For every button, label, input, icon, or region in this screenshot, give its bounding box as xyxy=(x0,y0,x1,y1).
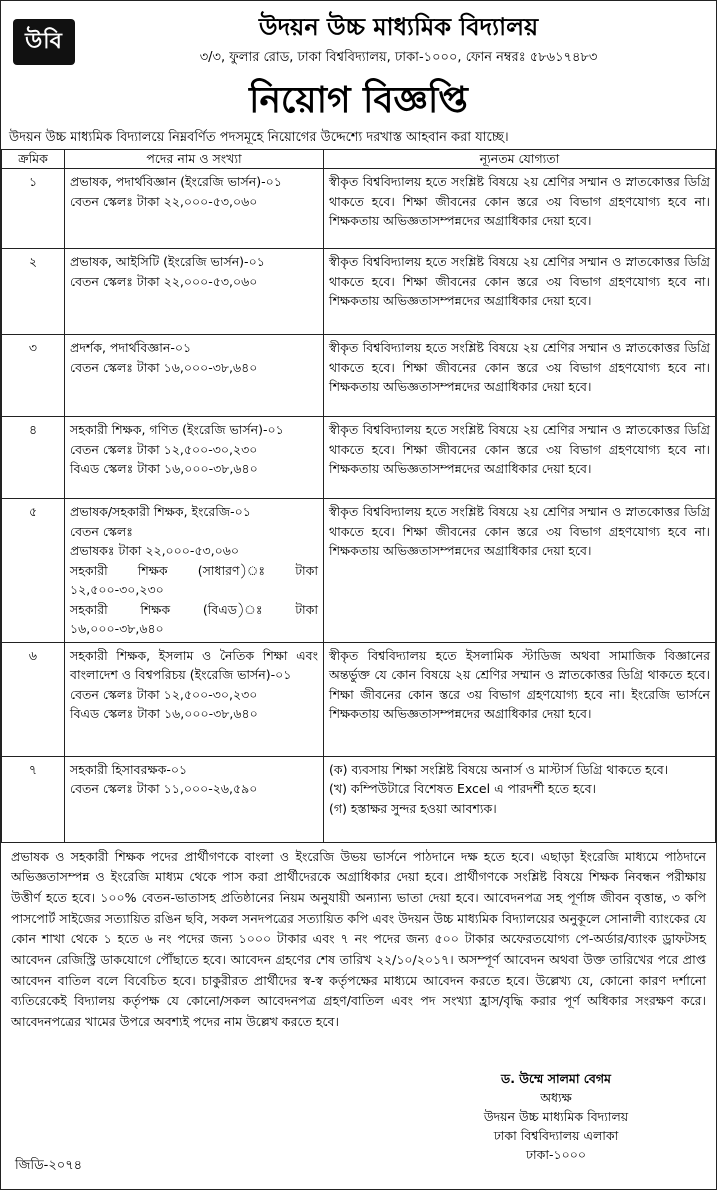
post-line: সহকারী শিক্ষক, ইসলাম ও নৈতিক শিক্ষা এবং বাংলাদেশ ও বিশ্বপরিচয় (ইংরেজি ভার্সন)-০১ xyxy=(70,647,318,682)
serial-cell: ৫ xyxy=(2,499,65,643)
post-cell xyxy=(65,249,324,335)
post-line: সহকারী হিসাবরক্ষক-০১ xyxy=(70,761,188,777)
requirement-line: (ক) ব্যবসায় শিক্ষা সংশ্লিষ্ট বিষয়ে অনার্স ও মাস্টার্স ডিগ্রি থাকতে হবে। xyxy=(329,761,669,777)
table-row xyxy=(2,417,716,499)
post-line: বেতন স্কেলঃ টাকা ১৬,০০০-৩৮,৬৪০ xyxy=(70,359,258,375)
notice-title: নিয়োগ বিজ্ঞপ্তি xyxy=(249,80,468,121)
serial-cell: ৪ xyxy=(2,417,65,499)
requirement-cell: স্বীকৃত বিশ্ববিদ্যালয় হতে ইসলামিক স্টাডিজ অথবা সামাজিক বিজ্ঞানের অন্তর্ভুক্ত যে কোন বিষয়ে ২য় শ্রেণির সম্মান ও স্নাতকোত্তর ডিগ্রি থাকতে হবে। শিক্ষা জীবনের কোন স্তরে ৩য় বিভাগ গ্রহণযোগ্য হবে না। ইংরেজি ভার্সনে শিক্ষকতায় অভিজ্ঞতাসম্পন্নদের অগ্রাধিকার দেয়া হবে। xyxy=(324,642,716,756)
post-line: প্রভাষক, পদার্থবিজ্ঞান (ইংরেজি ভার্সন)-০১ xyxy=(70,174,282,189)
post-line: প্রভাষকঃ টাকা ২২,০০০-৫৩,০৬০ xyxy=(70,543,240,558)
post-cell xyxy=(65,169,324,249)
post-line: বেতন স্কেলঃ xyxy=(70,523,133,539)
post-line: বেতন স্কেলঃ টাকা ১২,৫০০-৩০,২৩০ xyxy=(70,441,258,457)
requirement-cell: স্বীকৃত বিশ্ববিদ্যালয় হতে সংশ্লিষ্ট বিষয়ে ২য় শ্রেণির সম্মান ও স্নাতকোত্তর ডিগ্রি থাকতে হবে। শিক্ষা জীবনের কোন স্তরে ৩য় বিভাগ গ্রহণযোগ্য হবে না। শিক্ষকতায় অভিজ্ঞতাসম্পন্নদের অগ্রাধিকার দেয়া হবে। xyxy=(324,417,716,499)
post-line: বিএড স্কেলঃ টাকা ১৬,০০০-৩৮,৬৪০ xyxy=(70,461,258,476)
post-line: প্রভাষক/সহকারী শিক্ষক, ইংরেজি-০১ xyxy=(70,504,251,519)
post-line: সহকারী শিক্ষক, গণিত (ইংরেজি ভার্সন)-০১ xyxy=(70,422,284,437)
signatory-area: ঢাকা বিশ্ববিদ্যালয় এলাকা xyxy=(493,1128,619,1143)
intro-text: উদয়ন উচ্চ মাধ্যমিক বিদ্যালয়ে নিম্নবর্ণিত পদসমূহে নিয়োগের উদ্দেশ্যে দরখাস্ত আহবান করা যাচ্ছে। xyxy=(9,130,509,145)
school-address: ৩/৩, ফুলার রোড, ঢাকা বিশ্ববিদ্যালয়, ঢাকা-১০০০, ফোন নম্বরঃ ৫৮৬১৭৪৮৩ xyxy=(199,50,598,65)
table-row xyxy=(2,249,716,335)
table-row xyxy=(2,169,716,249)
signature-block xyxy=(446,1069,666,1164)
signatory-institution: উদয়ন উচ্চ মাধ্যমিক বিদ্যালয় xyxy=(483,1109,629,1124)
requirement-cell: স্বীকৃত বিশ্ববিদ্যালয় হতে সংশ্লিষ্ট বিষয়ে ২য় শ্রেণির সম্মান ও স্নাতকোত্তর ডিগ্রি থাকতে হবে। শিক্ষা জীবনের কোন স্তরে ৩য় বিভাগ গ্রহণযোগ্য হবে না। শিক্ষকতায় অভিজ্ঞতাসম্পন্নদের অগ্রাধিকার দেয়া হবে। xyxy=(324,249,716,335)
post-cell xyxy=(65,499,324,643)
instructions-paragraph: প্রভাষক ও সহকারী শিক্ষক পদের প্রার্থীগণকে বাংলা ও ইংরেজি উভয় ভার্সনে পাঠদানে দক্ষ হতে হবে। এছাড়া ইংরেজি মাধ্যমে পাঠদানে অভিজ্ঞতাসম্পন্ন ও ইংরেজি মাধ্যম থেকে পাস করা প্রার্থীদেরকে অগ্রাধিকার দেয়া হবে। প্রার্থীগণকে সংশ্লিষ্ট বিষয়ে শিক্ষক নিবন্ধন পরীক্ষায় উত্তীর্ণ হতে হবে। ১০০% বেতন-ভাতাসহ প্রতিষ্ঠানের নিয়ম অনুযায়ী অন্যান্য ভাতা দেয়া হবে। আবেদনপত্র সহ পূর্ণাঙ্গ জীবন বৃত্তান্ত, ৩ কপি পাসপোর্ট সাইজের সত্যায়িত রঙিন ছবি, সকল সনদপত্রের সত্যায়িত কপি এবং উদয়ন উচ্চ মাধ্যমিক বিদ্যালয়ের অনুকূলে সোনালী ব্যাংকের যে কোন শাখা থেকে ১ হতে ৬ নং পদের জন্য ১০০০ টাকার এবং ৭ নং পদের জন্য ৫০০ টাকার অফেরতযোগ্য পে-অর্ডার/ব্যাংক ড্রাফটসহ আবেদন রেজিস্ট্রি ডাকযোগে পৌঁছাতে হবে। আবেদন গ্রহণের শেষ তারিখ ২২/১০/২০১৭। অসম্পূর্ণ আবেদন অথবা উক্ত তারিখের পরে প্রাপ্ত আবেদন বাতিল বলে বিবেচিত হবে। চাকুরীরত প্রার্থীদের স্ব-স্ব কর্তৃপক্ষের মাধ্যমে আবেদন করতে হবে। উল্লেখ্য যে, কোনো কারণ দর্শানো ব্যতিরেকেই বিদ্যালয় কর্তৃপক্ষ যে কোনো/সকল আবেদনপত্র গ্রহণ/বাতিল এবং পদ সংখ্যা হ্রাস/বৃদ্ধি করার পূর্ণ অধিকার সংরক্ষণ করে। আবেদনপত্রের খামের উপরে অবশ্যই পদের নাম উল্লেখ করতে হবে। xyxy=(11,848,706,1030)
requirement-line: (গ) হস্তাক্ষর সুন্দর হওয়া আবশ্যক। xyxy=(329,800,497,816)
requirement-cell: স্বীকৃত বিশ্ববিদ্যালয় হতে সংশ্লিষ্ট বিষয়ে ২য় শ্রেণির সম্মান ও স্নাতকোত্তর ডিগ্রি থাকতে হবে। শিক্ষা জীবনের কোন স্তরে ৩য় বিভাগ গ্রহণযোগ্য হবে না। শিক্ষকতায় অভিজ্ঞতাসম্পন্নদের অগ্রাধিকার দেয়া হবে। xyxy=(324,499,716,643)
header xyxy=(1,1,716,127)
table-header-row xyxy=(2,150,716,169)
gd-number: জিডি-২০৭৪ xyxy=(15,1158,83,1173)
post-line: বেতন স্কেলঃ টাকা ১২,৫০০-৩০,২৩০ xyxy=(70,686,258,702)
serial-cell: ১ xyxy=(2,169,65,249)
requirement-cell xyxy=(324,756,716,842)
requirement-cell: স্বীকৃত বিশ্ববিদ্যালয় হতে সংশ্লিষ্ট বিষয়ে ২য় শ্রেণির সম্মান ও স্নাতকোত্তর ডিগ্রি থাকতে হবে। শিক্ষা জীবনের কোন স্তরে ৩য় বিভাগ গ্রহণযোগ্য হবে না। শিক্ষকতায় অভিজ্ঞতাসম্পন্নদের অগ্রাধিকার দেয়া হবে। xyxy=(324,335,716,417)
post-line: প্রদর্শক, পদার্থবিজ্ঞান-০১ xyxy=(70,340,192,355)
post-line: বিএড স্কেলঃ টাকা ১৬,০০০-৩৮,৬৪০ xyxy=(70,706,258,721)
post-cell xyxy=(65,756,324,842)
header-serial: ক্রমিক xyxy=(2,150,65,169)
post-line: বেতন স্কেলঃ টাকা ২২,০০০-৫৩,০৬০ xyxy=(70,273,258,289)
table-row xyxy=(2,756,716,842)
serial-cell: ৭ xyxy=(2,756,65,842)
post-line: সহকারী শিক্ষক (সাধারণ)ঃ টাকা ১২,৫০০-৩০,২৩০ xyxy=(70,562,318,597)
post-line: প্রভাষক, আইসিটি (ইংরেজি ভার্সন)-০১ xyxy=(70,254,265,269)
table-row xyxy=(2,335,716,417)
signatory-designation: অধ্যক্ষ xyxy=(540,1090,572,1105)
serial-cell: ৬ xyxy=(2,642,65,756)
school-name: উদয়ন উচ্চ মাধ্যমিক বিদ্যালয় xyxy=(258,13,539,41)
post-cell xyxy=(65,642,324,756)
table-row xyxy=(2,642,716,756)
signatory-city: ঢাকা-১০০০ xyxy=(525,1147,587,1162)
school-logo: উবি xyxy=(13,19,75,65)
requirement-cell: স্বীকৃত বিশ্ববিদ্যালয় হতে সংশ্লিষ্ট বিষয়ে ২য় শ্রেণির সম্মান ও স্নাতকোত্তর ডিগ্রি থাকতে হবে। শিক্ষা জীবনের কোন স্তরে ৩য় বিভাগ গ্রহণযোগ্য হবে না। শিক্ষকতায় অভিজ্ঞতাসম্পন্নদের অগ্রাধিকার দেয়া হবে। xyxy=(324,169,716,249)
serial-cell: ২ xyxy=(2,249,65,335)
header-post: পদের নাম ও সংখ্যা xyxy=(65,150,324,169)
post-line: সহকারী শিক্ষক (বিএড)ঃ টাকা ১৬,০০০-৩৮,৬৪০ xyxy=(70,601,318,636)
header-requirement: ন্যূনতম যোগ্যতা xyxy=(324,150,716,169)
post-line: বেতন স্কেলঃ টাকা ১১,০০০-২৬,৫৯০ xyxy=(70,781,258,796)
table-row xyxy=(2,499,716,643)
signatory-name: ড. উম্মে সালমা বেগম xyxy=(501,1071,611,1086)
serial-cell: ৩ xyxy=(2,335,65,417)
post-cell xyxy=(65,417,324,499)
post-cell xyxy=(65,335,324,417)
post-line: বেতন স্কেলঃ টাকা ২২,০০০-৫৩,০৬০ xyxy=(70,193,258,209)
posts-table xyxy=(1,149,716,843)
requirement-line: (খ) কম্পিউটারে বিশেষত Excel এ পারদর্শী হতে হবে। xyxy=(329,781,597,796)
